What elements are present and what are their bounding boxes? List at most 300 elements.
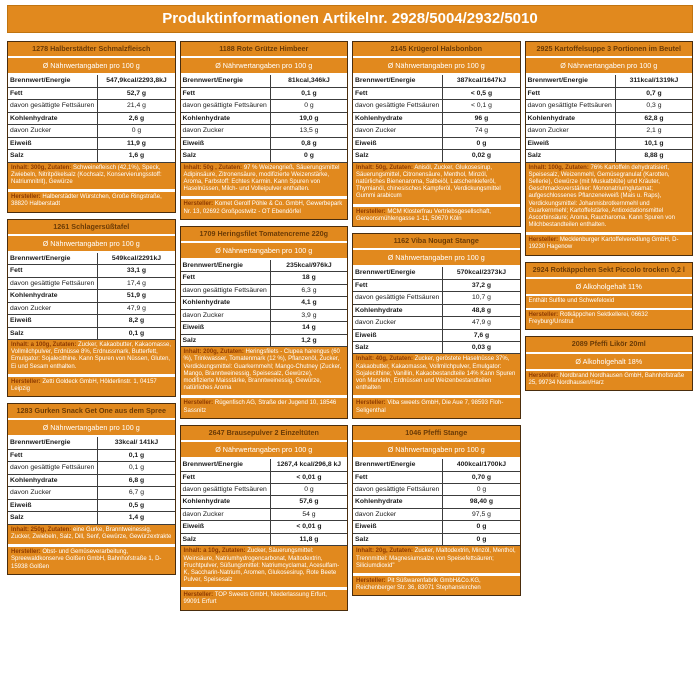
nutrient-label: davon gesättigte Fettsäuren bbox=[8, 277, 98, 289]
nutrition-row bbox=[181, 150, 348, 162]
nutrient-label: Eiweiß bbox=[353, 521, 443, 533]
nutrient-value: 13,5 g bbox=[270, 125, 347, 137]
manufacturer-value: Rügenfisch AG, Straße der Jugend 10, 18546 Sassnitz bbox=[183, 400, 337, 414]
product-card bbox=[180, 41, 349, 220]
ingredients-value: 76% Kartoffeln dehydratisiert, Speisesalz, Weizenmehl, Gemüsegranulat (Karotten, Sellerie), Gewürze (mit Muskatblüte) und Kräuter, Geschmacksverstärker: Mononatriumglutamat; aufgeschlossenes Pflanzeneiweiß (Mais u. Raps), Verdickungsmittel: Johannisbrotkernmehl und Guarkernmehl; Kartoffelstärke, Antioxidationsmittel Ascorbinsäure; Aroma, Raucharoma. Kann Spuren von Milchbestandteilen enthalten. bbox=[528, 164, 675, 229]
nutrient-value: 0 g bbox=[443, 137, 520, 149]
nutrient-label: Kohlenhydrate bbox=[353, 112, 443, 124]
nutrition-table bbox=[181, 75, 348, 161]
nutrition-row bbox=[8, 315, 175, 327]
nutrition-row bbox=[8, 125, 175, 137]
ingredients-value: Anisöl, Zucker, Glukosesirup, Säuerungsmittel, Citronensäure, Menthol, Minzöl, natürliches Bienenaroma, Salbeiöl, Latschenkieferöl, Thymianöl, chinesisches Kampferöl, Verdickungsmittel Gummi arabicum bbox=[356, 164, 501, 200]
nutrient-label: davon Zucker bbox=[353, 125, 443, 137]
manufacturer-text bbox=[181, 395, 348, 417]
ingredients-label: Inhalt: a 100g, Zutaten: bbox=[11, 342, 77, 349]
nutrition-row bbox=[353, 329, 520, 341]
nutrient-label: davon Zucker bbox=[353, 317, 443, 329]
nutrient-label: davon gesättigte Fettsäuren bbox=[8, 462, 98, 474]
ingredients-label: Inhalt: a 10g, Zutaten: bbox=[183, 548, 246, 555]
nutrient-value: 47,9 g bbox=[98, 302, 175, 314]
manufacturer-value: MCM Klosterfrau Vertriebsgesellschaft, Gereonsmühlengasse 1-11, 50670 Köln bbox=[356, 208, 492, 222]
nutrient-value: < 0,1 g bbox=[443, 100, 520, 112]
nutrition-table-header: Ø Nährwertangaben pro 100 g bbox=[8, 420, 175, 437]
nutrition-row bbox=[353, 521, 520, 533]
nutrition-row bbox=[353, 137, 520, 149]
nutrient-label: davon Zucker bbox=[526, 125, 616, 137]
nutrition-row bbox=[181, 471, 348, 483]
nutrient-label: Salz bbox=[181, 150, 271, 162]
ingredients-text bbox=[8, 524, 175, 544]
nutrient-label: davon Zucker bbox=[181, 508, 271, 520]
manufacturer-text bbox=[8, 189, 175, 211]
manufacturer-label: Hersteller: bbox=[183, 592, 214, 599]
nutrient-label: davon Zucker bbox=[181, 125, 271, 137]
nutrient-label: Fett bbox=[8, 265, 98, 277]
card-grid bbox=[7, 41, 693, 611]
nutrient-label: Salz bbox=[181, 533, 271, 545]
manufacturer-text bbox=[181, 587, 348, 609]
nutrient-label: davon gesättigte Fettsäuren bbox=[353, 100, 443, 112]
nutrition-table bbox=[8, 253, 175, 339]
nutrient-value: 1,4 g bbox=[98, 512, 175, 524]
product-card bbox=[7, 41, 176, 213]
product-title: 1188 Rote Grütze Himbeer bbox=[181, 42, 348, 58]
nutrient-label: Brennwert/Energie bbox=[526, 75, 616, 87]
ingredients-value: Zucker, Kakaobutter, Kakaomasse, Vollmilchpulver, Erdnüsse 8%, Erdnussmark, Butterfett, Emulgator: Sojalecithine. Kann Spuren von Nüssen, Gluten, Ei und Sesam enthalten. bbox=[11, 342, 172, 370]
ingredients-value: 97 % Weizengrieß, Säuerungsmittel Adipinsäure, Zitronensäure, modifizierte Weizenstärke, Aroma, Farbstoff: Echtes Karmin. Kann Spuren von Haselnüssen, Milch- und Volleipulver enthalten. bbox=[183, 164, 340, 193]
product-card bbox=[352, 425, 521, 597]
nutrient-value: 1,6 g bbox=[98, 150, 175, 162]
product-title: 1261 Schlagersüßtafel bbox=[8, 220, 175, 236]
nutrition-row bbox=[8, 265, 175, 277]
ingredients-value: eine Gurke, Branntweinessig, Zucker, Zwiebeln, Salz, Dill, Senf, Gewürze, Gewürzextrakte bbox=[11, 526, 172, 540]
nutrition-row bbox=[353, 317, 520, 329]
nutrition-row bbox=[353, 341, 520, 353]
nutrient-label: Salz bbox=[8, 512, 98, 524]
nutrition-row bbox=[181, 284, 348, 296]
nutrition-row bbox=[353, 267, 520, 279]
nutrient-value: 97,5 g bbox=[443, 508, 520, 520]
nutrient-value: 0,7 g bbox=[615, 87, 692, 99]
nutrient-label: Eiweiß bbox=[181, 521, 271, 533]
ingredients-value: Schweinefleisch (42,1%), Speck, Zwiebeln, Nitritpökelsalz (Kochsalz, Konservierungsstoff: Natriumnitrit), Gewürze bbox=[11, 164, 162, 185]
product-title: 1162 Viba Nougat Stange bbox=[353, 234, 520, 250]
nutrient-label: Kohlenhydrate bbox=[353, 496, 443, 508]
nutrition-row bbox=[8, 437, 175, 449]
nutrient-value: 8,88 g bbox=[615, 150, 692, 162]
product-title: 2925 Kartoffelsuppe 3 Portionen im Beutel bbox=[526, 42, 693, 58]
nutrition-table-header: Ø Nährwertangaben pro 100 g bbox=[181, 58, 348, 75]
product-title: 2145 Krügerol Halsbonbon bbox=[353, 42, 520, 58]
product-card bbox=[525, 41, 694, 256]
ingredients-label: Inhalt: 50g , Zutaten: bbox=[183, 164, 243, 171]
nutrient-value: 21,4 g bbox=[98, 100, 175, 112]
ingredients-label: Inhalt: 40g, Zutaten: bbox=[356, 356, 413, 363]
nutrient-value: 33,1 g bbox=[98, 265, 175, 277]
nutrient-label: davon Zucker bbox=[353, 508, 443, 520]
nutrition-row bbox=[353, 508, 520, 520]
nutrition-table bbox=[8, 75, 175, 161]
manufacturer-text bbox=[353, 395, 520, 417]
nutrition-table-header: Ø Nährwertangaben pro 100 g bbox=[353, 250, 520, 267]
nutrient-value: 1267,4 kcal/296,8 kJ bbox=[276, 461, 342, 469]
nutrition-row bbox=[181, 125, 348, 137]
card-column-2 bbox=[180, 41, 349, 611]
nutrient-label: Brennwert/Energie bbox=[181, 459, 271, 471]
nutrition-row bbox=[181, 533, 348, 545]
ingredients-text bbox=[526, 162, 693, 233]
nutrient-label: Eiweiß bbox=[353, 137, 443, 149]
nutrient-value: 0,70 g bbox=[443, 471, 520, 483]
alcohol-content-header: Ø Alkoholgehalt 11% bbox=[526, 279, 693, 296]
nutrient-value: 8,2 g bbox=[98, 315, 175, 327]
product-title: 1278 Halberstädter Schmalzfleisch bbox=[8, 42, 175, 58]
nutrient-value: 0 g bbox=[270, 150, 347, 162]
nutrient-value: 0 g bbox=[98, 125, 175, 137]
nutrient-label: Fett bbox=[181, 272, 271, 284]
manufacturer-label: Hersteller: bbox=[356, 400, 386, 407]
nutrition-table-header: Ø Nährwertangaben pro 100 g bbox=[181, 442, 348, 459]
nutrient-label: Eiweiß bbox=[181, 322, 271, 334]
manufacturer-text bbox=[8, 544, 175, 574]
nutrition-row bbox=[8, 474, 175, 486]
nutrition-table-header: Ø Nährwertangaben pro 100 g bbox=[353, 58, 520, 75]
nutrition-row bbox=[8, 87, 175, 99]
ingredients-text bbox=[181, 162, 348, 197]
manufacturer-value: Halberstädter Würstchen, Große Ringstraße, 38820 Halberstadt bbox=[11, 194, 162, 208]
manufacturer-value: TOP Sweets GmbH, Niederlassung Erfurt, 99091 Erfurt bbox=[183, 592, 327, 606]
nutrition-table bbox=[526, 75, 693, 161]
nutrient-label: davon gesättigte Fettsäuren bbox=[181, 483, 271, 495]
product-card bbox=[352, 41, 521, 227]
manufacturer-label: Hersteller: bbox=[11, 378, 41, 385]
nutrient-label: Brennwert/Energie bbox=[8, 437, 98, 449]
nutrient-value: 0 g bbox=[443, 483, 520, 495]
nutrient-label: davon gesättigte Fettsäuren bbox=[181, 284, 271, 296]
nutrient-value: 235kcal/976kJ bbox=[286, 261, 332, 269]
nutrient-label: davon gesättigte Fettsäuren bbox=[353, 483, 443, 495]
nutrition-row bbox=[353, 100, 520, 112]
product-title: 2089 Pfeffi Likör 20ml bbox=[526, 337, 693, 353]
nutrient-value: 549kcal/2291kJ bbox=[111, 254, 162, 262]
nutrition-table bbox=[353, 459, 520, 545]
manufacturer-label: Hersteller: bbox=[183, 201, 214, 208]
ingredients-label: Inhalt: 300g, Zutaten: bbox=[11, 164, 72, 171]
nutrient-value: 311kcal/1319kJ bbox=[629, 77, 679, 85]
card-column-3 bbox=[352, 41, 521, 596]
product-title: 2647 Brausepulver 2 Einzeltüten bbox=[181, 426, 348, 442]
nutrition-row bbox=[8, 290, 175, 302]
nutrient-value: 10,1 g bbox=[615, 137, 692, 149]
nutrition-row bbox=[526, 125, 693, 137]
nutrient-value: 387kcal/1647kJ bbox=[456, 77, 507, 85]
nutrition-table-header: Ø Nährwertangaben pro 100 g bbox=[8, 58, 175, 75]
manufacturer-label: Hersteller: bbox=[528, 237, 559, 244]
nutrient-value: 6,3 g bbox=[270, 284, 347, 296]
nutrient-value: 54 g bbox=[270, 508, 347, 520]
nutrient-label: Fett bbox=[8, 449, 98, 461]
nutrient-label: Eiweiß bbox=[181, 137, 271, 149]
nutrition-row bbox=[181, 87, 348, 99]
manufacturer-label: Hersteller: bbox=[11, 549, 41, 556]
manufacturer-label: Hersteller: bbox=[183, 400, 214, 407]
nutrient-value: 3,9 g bbox=[270, 309, 347, 321]
nutrient-label: Kohlenhydrate bbox=[181, 496, 271, 508]
nutrient-value: 37,2 g bbox=[443, 279, 520, 291]
nutrition-row bbox=[181, 322, 348, 334]
nutrition-row bbox=[181, 508, 348, 520]
nutrition-table bbox=[353, 267, 520, 353]
nutrition-row bbox=[353, 496, 520, 508]
ingredients-label: Inhalt: 20g, Zutaten: bbox=[356, 548, 413, 555]
nutrient-value: 0,3 g bbox=[615, 100, 692, 112]
nutrition-row bbox=[8, 75, 175, 87]
nutrient-label: Kohlenhydrate bbox=[181, 297, 271, 309]
manufacturer-value: Pit Süßwarenfabrik GmbH&Co.KG, Reichenberger Str. 36, 83071 Stephanskirchen bbox=[356, 577, 481, 592]
nutrition-row bbox=[353, 292, 520, 304]
nutrient-value: 547,9kcal/2293,8kJ bbox=[106, 77, 167, 85]
nutrient-value: 0,03 g bbox=[443, 341, 520, 353]
nutrition-row bbox=[526, 112, 693, 124]
nutrition-table bbox=[8, 437, 175, 523]
nutrition-row bbox=[353, 533, 520, 545]
nutrient-value: < 0,01 g bbox=[270, 471, 347, 483]
nutrition-row bbox=[181, 272, 348, 284]
nutrient-label: Kohlenhydrate bbox=[8, 112, 98, 124]
product-card bbox=[180, 226, 349, 419]
nutrition-row bbox=[353, 125, 520, 137]
nutrient-value: 0,02 g bbox=[443, 150, 520, 162]
card-column-4 bbox=[525, 41, 694, 391]
nutrient-label: Salz bbox=[181, 334, 271, 346]
nutrition-row bbox=[181, 521, 348, 533]
nutrient-value: 11,9 g bbox=[98, 137, 175, 149]
nutrient-value: 400kcal/1700kJ bbox=[456, 461, 507, 469]
ingredients-value: Heringsfilets - Clupea harengus (60 %), Trinkwasser, Tomatenmark (12 %), Pflanzenöl, Zucker, Verdickungsmittel: Guarkernmehl; Mango-Chutney (Zucker, Mango, Branntweinessig, Speisesalz, Gewürze), modifizierte Maisstärke, Branntweinessig, Gewürze, natürliches Aroma bbox=[183, 349, 342, 392]
nutrient-value: 10,7 g bbox=[443, 292, 520, 304]
nutrient-value: 11,8 g bbox=[270, 533, 347, 545]
product-card bbox=[352, 233, 521, 419]
nutrient-label: davon Zucker bbox=[8, 302, 98, 314]
nutrition-row bbox=[181, 496, 348, 508]
nutrient-value: 6,7 g bbox=[98, 487, 175, 499]
manufacturer-text bbox=[526, 371, 693, 390]
nutrition-row bbox=[353, 112, 520, 124]
nutrition-row bbox=[8, 253, 175, 265]
nutrient-label: Fett bbox=[353, 87, 443, 99]
nutrient-value: 570kcal/2373kJ bbox=[456, 269, 507, 277]
manufacturer-text bbox=[526, 310, 693, 329]
nutrient-value: 81kcal,346kJ bbox=[288, 77, 330, 85]
alcohol-content-header: Ø Alkoholgehalt 18% bbox=[526, 354, 693, 371]
nutrient-label: Kohlenhydrate bbox=[8, 290, 98, 302]
ingredients-label: Inhalt: 250g, Zutaten: bbox=[11, 526, 72, 533]
nutrient-value: 2,6 g bbox=[98, 112, 175, 124]
nutrient-label: Salz bbox=[353, 533, 443, 545]
nutrition-row bbox=[8, 277, 175, 289]
nutrient-label: Fett bbox=[526, 87, 616, 99]
nutrient-label: Fett bbox=[8, 87, 98, 99]
nutrition-row bbox=[353, 150, 520, 162]
nutrient-value: 74 g bbox=[443, 125, 520, 137]
nutrition-row bbox=[8, 512, 175, 524]
nutrition-row bbox=[8, 150, 175, 162]
nutrient-value: 0 g bbox=[443, 533, 520, 545]
nutrient-value: 0 g bbox=[443, 521, 520, 533]
ingredients-value: Zucker, Säuerungsmittel: Weinsäure, Natriumhydrogencarbonat, Maltodextrin, Fruchtpulver, Süßungsmittel: Natriumcyclamat, Acesulfam-K, Saccharin-Natrium, Aromen, Glukosesirup, Rote Beete Pulver, Speisesalz bbox=[183, 548, 340, 584]
nutrient-label: Salz bbox=[526, 150, 616, 162]
nutrient-label: Brennwert/Energie bbox=[353, 267, 443, 279]
product-title: 2924 Rotkäppchen Sekt Piccolo trocken 0,2 l bbox=[526, 263, 693, 279]
allergen-note: Enthält Sulfite und Schwefeloxid bbox=[526, 296, 693, 310]
ingredients-text bbox=[8, 162, 175, 190]
product-card bbox=[525, 336, 694, 391]
manufacturer-text bbox=[353, 204, 520, 226]
nutrient-value: 96 g bbox=[443, 112, 520, 124]
nutrition-row bbox=[353, 459, 520, 471]
nutrient-value: 17,4 g bbox=[98, 277, 175, 289]
nutrient-value: 7,6 g bbox=[443, 329, 520, 341]
nutrition-row bbox=[181, 334, 348, 346]
product-card bbox=[7, 403, 176, 575]
product-title: 1283 Gurken Snack Get One aus dem Spree bbox=[8, 404, 175, 420]
nutrient-value: 57,6 g bbox=[270, 496, 347, 508]
nutrient-label: Fett bbox=[181, 471, 271, 483]
nutrition-table-header: Ø Nährwertangaben pro 100 g bbox=[181, 243, 348, 260]
nutrition-row bbox=[353, 471, 520, 483]
nutrient-label: davon gesättigte Fettsäuren bbox=[353, 292, 443, 304]
manufacturer-text bbox=[526, 232, 693, 254]
nutrient-label: Fett bbox=[181, 87, 271, 99]
nutrition-row bbox=[8, 499, 175, 511]
nutrient-label: davon gesättigte Fettsäuren bbox=[8, 100, 98, 112]
nutrient-value: 14 g bbox=[270, 322, 347, 334]
nutrition-row bbox=[526, 150, 693, 162]
manufacturer-text bbox=[8, 374, 175, 396]
product-card bbox=[7, 219, 176, 398]
nutrient-value: 47,9 g bbox=[443, 317, 520, 329]
nutrition-row bbox=[526, 75, 693, 87]
nutrition-row bbox=[526, 100, 693, 112]
manufacturer-value: Obst- und Gemüseverarbeitung, Spreewaldkonserve Golßen GmbH, Bahnhofstraße 1, D-15938 Golßen bbox=[11, 549, 162, 570]
nutrient-value: 51,9 g bbox=[98, 290, 175, 302]
nutrient-label: Brennwert/Energie bbox=[181, 260, 271, 272]
nutrient-label: Eiweiß bbox=[8, 137, 98, 149]
nutrient-label: Eiweiß bbox=[526, 137, 616, 149]
card-column-1 bbox=[7, 41, 176, 575]
nutrient-label: davon Zucker bbox=[8, 125, 98, 137]
nutrient-value: 98,40 g bbox=[443, 496, 520, 508]
nutrition-row bbox=[8, 112, 175, 124]
nutrient-label: Kohlenhydrate bbox=[353, 304, 443, 316]
manufacturer-value: Viba sweets GmbH, Die Aue 7, 98593 Floh-Seligenthal bbox=[356, 400, 504, 414]
nutrient-value: 0,5 g bbox=[98, 499, 175, 511]
nutrient-label: Fett bbox=[353, 471, 443, 483]
nutrient-label: Eiweiß bbox=[8, 315, 98, 327]
nutrient-value: 1,2 g bbox=[270, 334, 347, 346]
nutrient-label: davon Zucker bbox=[8, 487, 98, 499]
nutrient-value: 0,1 g bbox=[98, 462, 175, 474]
ingredients-value: Zucker, Maltodextrin, Minzöl, Menthol, Trennmittel: Magnesiumsalze von Speisefettsäuren; Siliciumdioxid" bbox=[356, 548, 516, 569]
manufacturer-label: Hersteller: bbox=[528, 372, 559, 379]
nutrient-label: Brennwert/Energie bbox=[8, 75, 98, 87]
nutrition-table-header: Ø Nährwertangaben pro 100 g bbox=[8, 236, 175, 253]
nutrition-row bbox=[8, 137, 175, 149]
nutrient-value: 4,1 g bbox=[270, 297, 347, 309]
manufacturer-value: Rotkäppchen Sektkellerei, 06632 Freyburg/Unstrut bbox=[528, 312, 648, 326]
nutrition-row bbox=[526, 137, 693, 149]
product-title: 1709 Heringsfilet Tomatencreme 220g bbox=[181, 227, 348, 243]
nutrient-value: 0,8 g bbox=[270, 137, 347, 149]
ingredients-text bbox=[353, 353, 520, 395]
ingredients-text bbox=[181, 346, 348, 395]
nutrient-label: Fett bbox=[353, 279, 443, 291]
nutrient-label: davon gesättigte Fettsäuren bbox=[181, 100, 271, 112]
nutrition-row bbox=[181, 297, 348, 309]
ingredients-label: Inhalt: 100g, Zutaten: bbox=[528, 164, 589, 171]
nutrition-row bbox=[526, 87, 693, 99]
nutrient-label: Brennwert/Energie bbox=[353, 75, 443, 87]
nutrient-value: 48,8 g bbox=[443, 304, 520, 316]
ingredients-label: Inhalt: 50g, Zutaten: bbox=[356, 164, 413, 171]
product-title: 1046 Pfeffi Stange bbox=[353, 426, 520, 442]
nutrient-label: Salz bbox=[8, 327, 98, 339]
nutrient-value: 18 g bbox=[270, 272, 347, 284]
ingredients-label: Inhalt: 200g, Zutaten: bbox=[183, 349, 244, 356]
nutrient-label: davon Zucker bbox=[181, 309, 271, 321]
nutrition-row bbox=[8, 327, 175, 339]
manufacturer-value: Zetti Goldeck GmbH, Hölderlinstr. 1, 04157 Leipzig bbox=[11, 378, 157, 392]
nutrition-table bbox=[353, 75, 520, 161]
nutrition-table-header: Ø Nährwertangaben pro 100 g bbox=[353, 442, 520, 459]
nutrition-row bbox=[353, 75, 520, 87]
nutrient-value: 52,7 g bbox=[98, 87, 175, 99]
nutrition-row bbox=[353, 483, 520, 495]
manufacturer-label: Hersteller: bbox=[528, 312, 559, 319]
nutrient-label: Salz bbox=[8, 150, 98, 162]
nutrient-label: Brennwert/Energie bbox=[353, 459, 443, 471]
manufacturer-text bbox=[353, 573, 520, 595]
nutrient-value: 33kcal/ 141kJ bbox=[114, 439, 159, 447]
manufacturer-label: Hersteller: bbox=[356, 208, 386, 215]
nutrient-label: davon gesättigte Fettsäuren bbox=[526, 100, 616, 112]
nutrition-row bbox=[8, 449, 175, 461]
nutrition-row bbox=[181, 100, 348, 112]
nutrition-row bbox=[181, 75, 348, 87]
nutrient-label: Eiweiß bbox=[353, 329, 443, 341]
nutrition-row bbox=[181, 309, 348, 321]
nutrient-label: Kohlenhydrate bbox=[8, 474, 98, 486]
nutrition-row bbox=[8, 462, 175, 474]
nutrient-value: 0 g bbox=[270, 100, 347, 112]
nutrition-row bbox=[8, 100, 175, 112]
nutrition-row bbox=[181, 459, 348, 471]
nutrition-table-header: Ø Nährwertangaben pro 100 g bbox=[526, 58, 693, 75]
nutrient-label: Brennwert/Energie bbox=[8, 253, 98, 265]
manufacturer-text bbox=[181, 196, 348, 218]
nutrition-row bbox=[181, 137, 348, 149]
nutrient-value: < 0,5 g bbox=[443, 87, 520, 99]
nutrition-row bbox=[8, 302, 175, 314]
manufacturer-value: Nordbrand Nordhausen GmbH, Bahnhofstraße 25, 99734 Nordhausen/Harz bbox=[528, 372, 685, 386]
manufacturer-value: Mecklenburger Kartoffelveredlung GmbH, D-19230 Hagenow bbox=[528, 237, 679, 251]
nutrition-row bbox=[181, 260, 348, 272]
nutrition-row bbox=[181, 112, 348, 124]
nutrient-label: Kohlenhydrate bbox=[181, 112, 271, 124]
ingredients-value: Zucker, geröstete Haselnüsse 37%, Kakaobutter, Kakaomasse, Vollmilchpulver, Emulgator: Sojalecithine; Vanillin, Kakaobestandteile 14% Kann Spuren von Mandeln, Erdnüssen und Weizenbestandteilen enthalten bbox=[356, 356, 516, 392]
ingredients-text bbox=[8, 339, 175, 374]
nutrient-value: 0,1 g bbox=[98, 449, 175, 461]
